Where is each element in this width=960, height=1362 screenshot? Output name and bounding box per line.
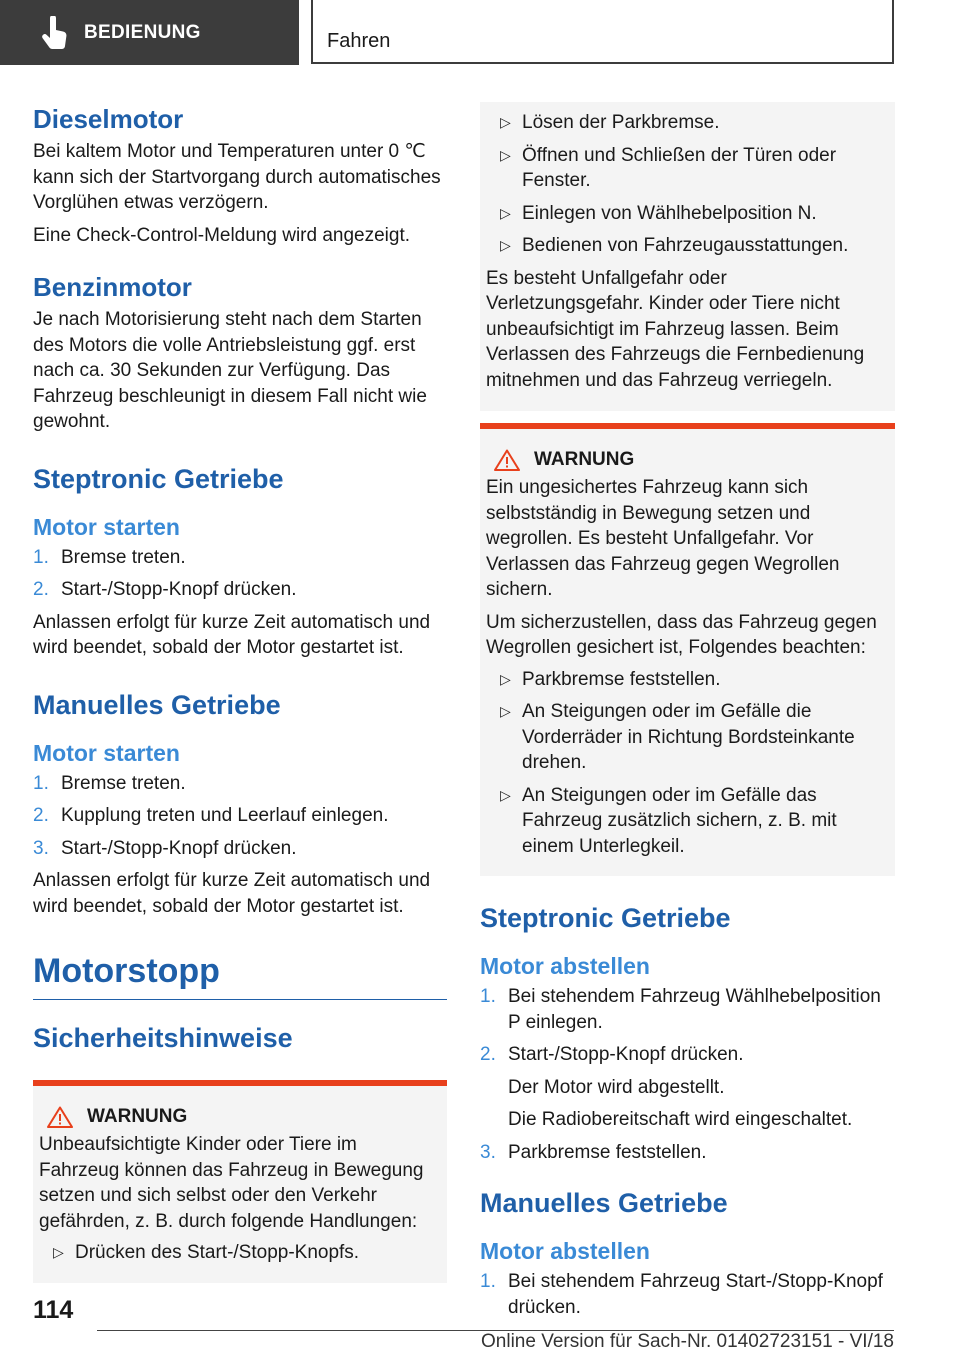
warning-box	[480, 423, 895, 876]
steptronic-heading: Steptronic Getriebe	[33, 463, 284, 494]
list-item: ▷ Bedienen von Fahrzeugausstattungen.	[486, 233, 889, 259]
list-item: ▷ An Steigungen oder im Gefälle die Vorderräder in Richtung Bordsteinkante drehen.	[486, 699, 889, 776]
section-title: BEDIENUNG	[84, 21, 201, 43]
list-item: ▷ Drücken des Start-/Stopp-Knopfs.	[39, 1240, 441, 1266]
steptronic-sub-heading: Motor starten	[33, 513, 180, 540]
list-item: ▷ An Steigungen oder im Gefälle das Fahrzeug zusätzlich sichern, z. B. mit einem Unterlegkeil.	[486, 783, 889, 860]
steptronic-steps	[33, 545, 447, 603]
warning-label: WARNUNG	[87, 1106, 188, 1127]
list-item: 2. Start-/Stopp-Knopf drücken. Der Motor wird abgestellt. Die Radiobereitschaft wird eingeschaltet.	[480, 1044, 853, 1130]
warning-box-continued	[480, 102, 895, 411]
triangle-bullet-icon: ▷	[53, 1244, 64, 1260]
warning-box	[33, 1080, 447, 1283]
list-item: ▷ Parkbremse feststellen.	[486, 667, 889, 693]
left-column	[33, 100, 447, 1283]
manual-stop-heading: Manuelles Getriebe	[480, 1188, 728, 1218]
benzin-text: Je nach Motorisierung steht nach dem Starten des Motors die volle Antriebsleistung ggf. erst nach ca. 30 Sekunden zur Verfügung. Das Fahrzeug beschleunigt in diesem Fall nicht wie gewohnt.	[33, 309, 427, 432]
manual-heading: Manuelles Getriebe	[33, 689, 281, 720]
list-item: 3. Start-/Stopp-Knopf drücken.	[33, 837, 297, 859]
manual-note: Anlassen erfolgt für kurze Zeit automatisch und wird beendet, sobald der Motor gestartet ist.	[33, 870, 431, 917]
steptronic-stop-heading: Steptronic Getriebe	[480, 903, 731, 933]
diesel-text-2: Eine Check-Control-Meldung wird angezeigt.	[33, 224, 411, 246]
steptronic-stop-steps	[480, 984, 895, 1165]
right-column	[480, 102, 895, 1327]
triangle-bullet-icon: ▷	[500, 703, 511, 719]
manual-steps	[33, 771, 447, 862]
list-item: ▷ Lösen der Parkbremse.	[486, 110, 889, 136]
list-item: 1. Bei stehendem Fahrzeug Start-/Stopp-Knopf drücken.	[480, 1271, 883, 1318]
footer-text: Online Version für Sach-Nr. 01402723151 - VI/18	[481, 1331, 894, 1352]
chapter-tab	[311, 0, 894, 64]
warning-continued-text: Es besteht Unfallgefahr oder Verletzungsgefahr. Kinder oder Tiere nicht unbeaufsichtigt im Fahrzeug lassen. Beim Verlassen des Fahrzeugs die Fernbedienung mitnehmen und das Fahrzeug verriegeln.	[486, 267, 865, 391]
warning-title	[486, 449, 889, 471]
triangle-bullet-icon: ▷	[500, 204, 511, 221]
steptronic-note: Anlassen erfolgt für kurze Zeit automatisch und wird beendet, sobald der Motor gestartet ist.	[33, 611, 431, 658]
list-item: ▷ Öffnen und Schließen der Türen oder Fenster.	[486, 143, 889, 194]
diesel-heading: Dieselmotor	[33, 104, 184, 134]
chapter-title: Fahren	[327, 30, 391, 52]
warning-bullets	[486, 110, 889, 259]
warning-title	[39, 1106, 441, 1128]
list-item: ▷ Einlegen von Wählhebelposition N.	[486, 201, 889, 227]
triangle-bullet-icon: ▷	[500, 786, 511, 803]
warning-label: WARNUNG	[534, 449, 635, 470]
page-number: 114	[33, 1296, 74, 1324]
warning-bullets	[486, 667, 889, 860]
warning-triangle-icon	[494, 449, 520, 471]
triangle-bullet-icon: ▷	[500, 237, 511, 253]
warning-text-1: Ein ungesichertes Fahrzeug kann sich selbstständig in Bewegung setzen und wegrollen. Es besteht Unfallgefahr. Vor Verlassen das Fahrzeug gegen Wegrollen sichern.	[486, 477, 840, 600]
manual-sub-heading: Motor starten	[33, 739, 180, 766]
manual-stop-steps	[480, 1269, 895, 1320]
list-item: 2. Start-/Stopp-Knopf drücken.	[33, 579, 297, 600]
list-item: 1. Bremse treten.	[33, 772, 186, 794]
section-tab	[0, 0, 299, 65]
list-item: 1. Bremse treten.	[33, 546, 186, 568]
motorstopp-heading: Motorstopp	[33, 949, 447, 1000]
warning-triangle-icon	[47, 1106, 73, 1128]
hand-pointer-icon	[40, 16, 70, 50]
warning-text: Unbeaufsichtigte Kinder oder Tiere im Fahrzeug können das Fahrzeug in Bewegung setzen und sich selbst oder den Verkehr gefährden, z. B. durch folgende Handlungen:	[39, 1134, 424, 1232]
diesel-text-1: Bei kaltem Motor und Temperaturen unter 0 ℃ kann sich der Startvorgang durch automatisches Vorglühen etwas verzögern.	[33, 141, 441, 213]
list-item: 1. Bei stehendem Fahrzeug Wählhebelposition P einlegen.	[480, 986, 881, 1033]
safety-heading: Sicherheitshinweise	[33, 1023, 293, 1053]
triangle-bullet-icon: ▷	[500, 670, 511, 687]
manual-stop-sub-heading: Motor abstellen	[480, 1238, 650, 1264]
list-item: 3. Parkbremse feststellen.	[480, 1141, 707, 1163]
triangle-bullet-icon: ▷	[500, 114, 511, 130]
benzin-heading: Benzinmotor	[33, 272, 192, 302]
warning-bullets	[39, 1240, 441, 1266]
warning-text-2: Um sicherzustellen, dass das Fahrzeug gegen Wegrollen gesichert ist, Folgendes beachten:	[486, 611, 877, 658]
triangle-bullet-icon: ▷	[500, 146, 511, 163]
list-item: 2. Kupplung treten und Leerlauf einlegen.	[33, 805, 389, 826]
steptronic-stop-sub-heading: Motor abstellen	[480, 953, 650, 979]
